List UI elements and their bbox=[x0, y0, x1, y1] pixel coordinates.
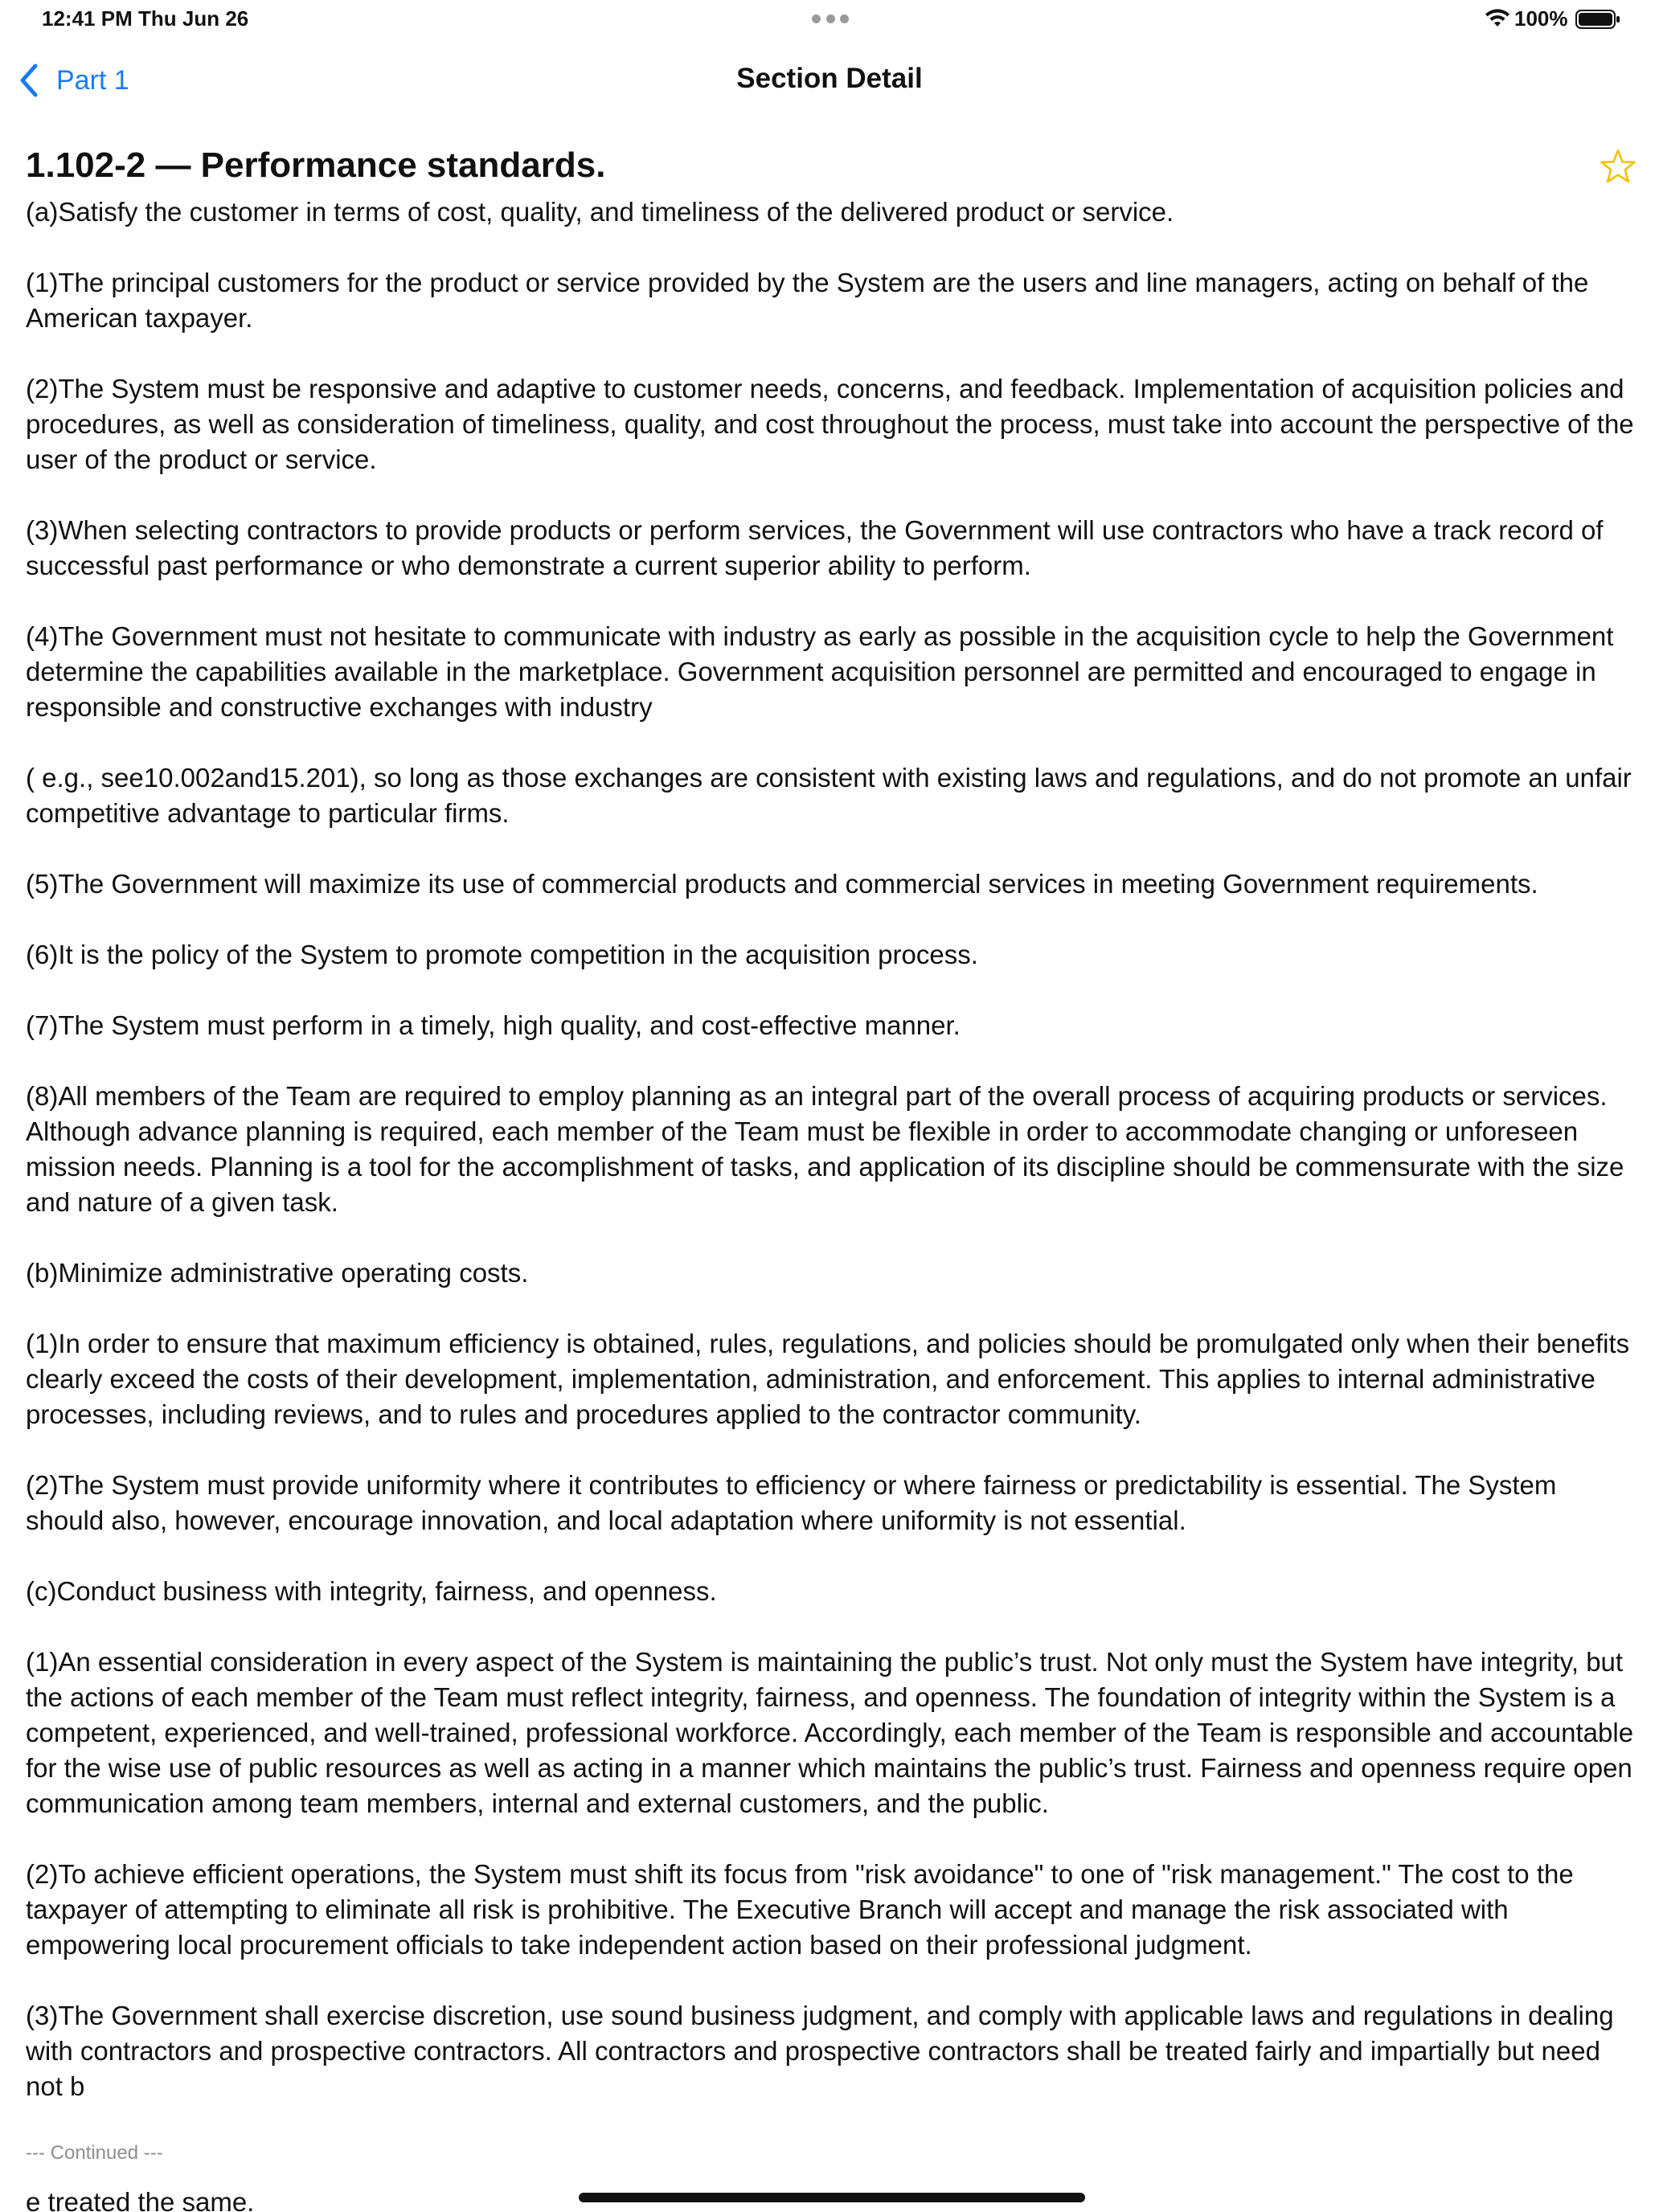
paragraph: (3)The Government shall exercise discretion, use sound business judgment, and comply with applicable laws and regulations in dealing with contractors and prospective contractors. All contractors and prospective contractors shall be treated fairly and impartially but need not b bbox=[26, 2001, 1614, 2101]
multitasking-dots-icon[interactable] bbox=[812, 14, 849, 24]
paragraph: (7)The System must perform in a timely, high quality, and cost-effective manner. bbox=[26, 1010, 961, 1040]
battery-percentage: 100% bbox=[1514, 6, 1568, 31]
section-content bbox=[26, 141, 1641, 2212]
home-indicator[interactable] bbox=[579, 2193, 1085, 2202]
status-bar bbox=[0, 0, 1659, 39]
paragraph: (1)An essential consideration in every aspect of the System is maintaining the public’s trust. Not only must the System have integrity, but the actions of each member of the Team must reflect integrity, fairness, and openness. The foundation of integrity within the System is a competent, experienced, and well-trained, professional workforce. Accordingly, each member of the Team is responsible and accountable for the wise use of public resources as well as acting in a manner which maintains the public’s trust. Fairness and openness require open communication among team members, internal and external customers, and the public. bbox=[26, 1647, 1634, 1818]
wifi-icon bbox=[1484, 8, 1511, 29]
paragraph: (2)The System must be responsive and adaptive to customer needs, concerns, and feedback. Implementation of acquisition policies and procedures, as well as consideration of timeliness, quality, and cost throughout the process, must take into account the perspective of the user of the product or service. bbox=[26, 374, 1634, 474]
paragraph: (1)The principal customers for the product or service provided by the System are the users and line managers, acting on behalf of the American taxpayer. bbox=[26, 268, 1589, 333]
status-date: Thu Jun 26 bbox=[138, 6, 249, 31]
paragraph: (b)Minimize administrative operating costs. bbox=[26, 1258, 529, 1288]
status-time: 12:41 PM bbox=[42, 6, 133, 31]
back-button-label: Part 1 bbox=[56, 64, 129, 96]
section-title: 1.102-2 — Performance standards. bbox=[26, 145, 606, 185]
paragraph: (2)The System must provide uniformity where it contributes to efficiency or where fairness or predictability is essential. The System should also, however, encourage innovation, and local adaptation where uniformity is not essential. bbox=[26, 1470, 1557, 1535]
navigation-bar bbox=[0, 48, 1659, 113]
paragraph: (4)The Government must not hesitate to communicate with industry as early as possible in the acquisition cycle to help the Government determine the capabilities available in the marketplace. Government acquisition personnel are permitted and encouraged to engage in responsible and constructive exchanges with industry bbox=[26, 621, 1614, 722]
continued-marker: --- Continued --- bbox=[26, 2142, 163, 2164]
battery-icon bbox=[1575, 9, 1620, 30]
paragraph: ( e.g., see10.002and15.201), so long as those exchanges are consistent with existing laws and regulations, and do not promote an unfair competitive advantage to particular firms. bbox=[26, 763, 1632, 828]
continued-text: e treated the same. bbox=[26, 2187, 255, 2212]
paragraph: (5)The Government will maximize its use of commercial products and commercial services in meeting Government requirements. bbox=[26, 869, 1538, 899]
paragraph: (1)In order to ensure that maximum efficiency is obtained, rules, regulations, and policies should be promulgated only when their benefits clearly exceed the costs of their development, implementation, administration, and enforcement. This applies to internal administrative processes, including reviews, and to rules and procedures applied to the contractor community. bbox=[26, 1329, 1630, 1429]
nav-title: Section Detail bbox=[736, 63, 923, 94]
paragraph: (6)It is the policy of the System to promote competition in the acquisition process. bbox=[26, 940, 978, 969]
section-body bbox=[26, 195, 1641, 2212]
paragraph: (c)Conduct business with integrity, fairness, and openness. bbox=[26, 1576, 717, 1606]
paragraph: (3)When selecting contractors to provide products or perform services, the Government will use contractors who have a track record of successful past performance or who demonstrate a current superior ability to perform. bbox=[26, 515, 1604, 580]
paragraph: (2)To achieve efficient operations, the System must shift its focus from "risk avoidance" to one of "risk management." The cost to the taxpayer of attempting to eliminate all risk is prohibitive. The Executive Branch will accept and manage the risk associated with empowering local procurement officials to take independent action based on their professional judgment. bbox=[26, 1859, 1574, 1960]
paragraph: (8)All members of the Team are required to employ planning as an integral part of the overall process of acquiring products or services. Although advance planning is required, each member of the Team must be flexible in order to accommodate changing or unforeseen mission needs. Planning is a tool for the accomplishment of tasks, and application of its discipline should be commensurate with the size and nature of a given task. bbox=[26, 1081, 1624, 1217]
paragraph: (a)Satisfy the customer in terms of cost, quality, and timeliness of the delivered product or service. bbox=[26, 197, 1174, 227]
